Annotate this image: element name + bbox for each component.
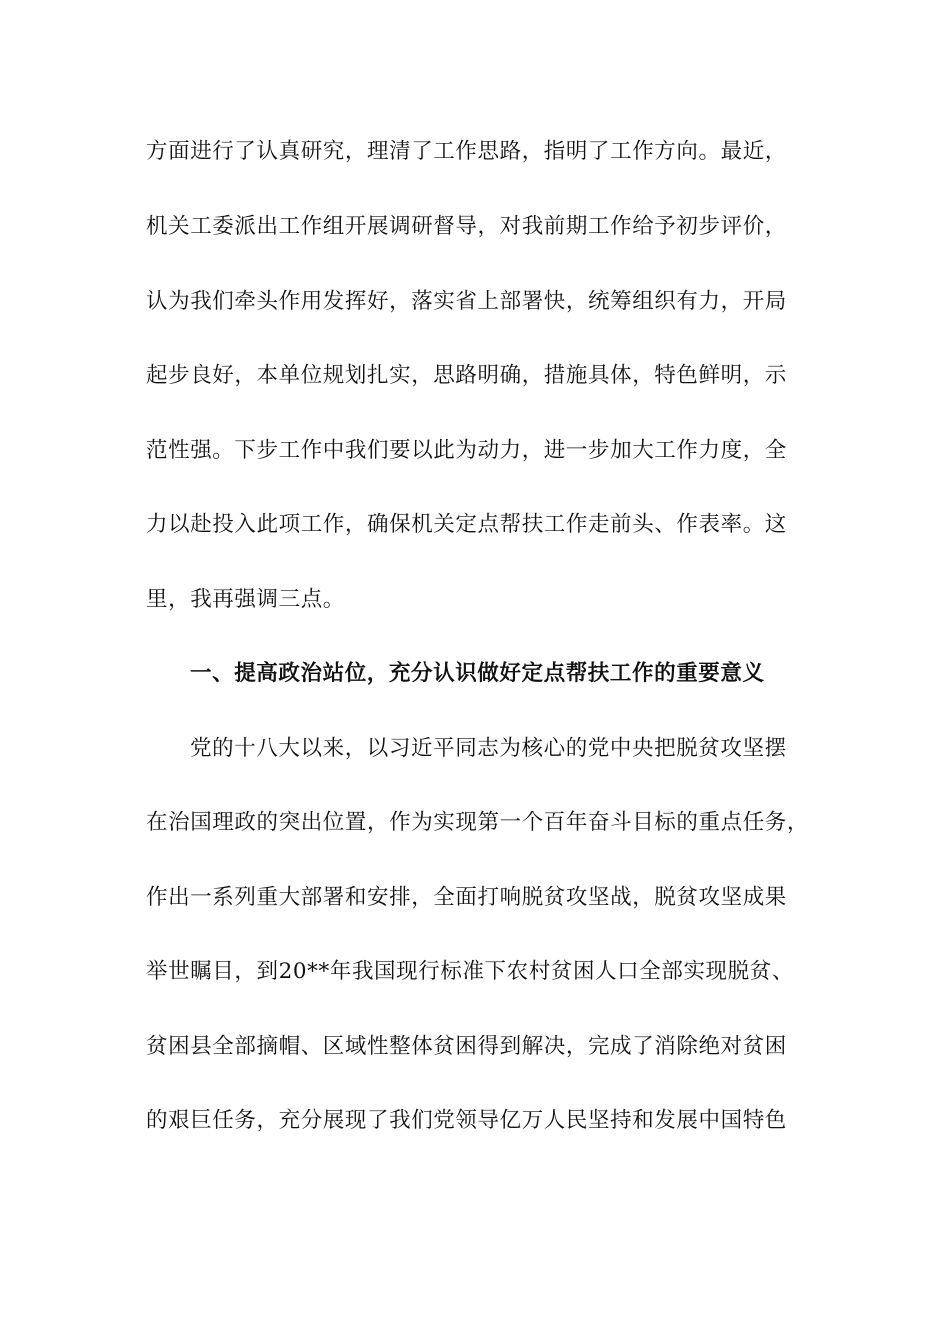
paragraph-line: 方面进行了认真研究，理清了工作思路，指明了工作方向。最近， <box>146 139 787 164</box>
paragraph-line: 在治国理政的突出位置，作为实现第一个百年奋斗目标的重点任务， <box>146 810 810 835</box>
paragraph-line: 举世瞩目，到20**年我国现行标准下农村贫困人口全部实现脱贫、 <box>146 959 794 984</box>
paragraph-line: 力以赴投入此项工作，确保机关定点帮扶工作走前头、作表率。这 <box>146 512 787 537</box>
paragraph-line: 的艰巨任务，充分展现了我们党领导亿万人民坚持和发展中国特色 <box>146 1108 787 1133</box>
paragraph-line: 作出一系列重大部署和安排，全面打响脱贫攻坚战，脱贫攻坚成果 <box>146 885 787 910</box>
paragraph-line: 认为我们牵头作用发挥好，落实省上部署快，统筹组织有力，开局 <box>146 289 787 314</box>
paragraph-line: 里，我再强调三点。 <box>146 587 345 612</box>
paragraph-line: 范性强。下步工作中我们要以此为动力，进一步加大工作力度，全 <box>146 438 787 463</box>
paragraph-line: 贫困县全部摘帽、区域性整体贫困得到解决，完成了消除绝对贫困 <box>146 1034 787 1059</box>
paragraph-line: 党的十八大以来，以习近平同志为核心的党中央把脱贫攻坚摆 <box>190 736 787 761</box>
paragraph-line: 起步良好，本单位规划扎实，思路明确，措施具体，特色鲜明，示 <box>146 363 787 388</box>
section-heading: 一、提高政治站位，充分认识做好定点帮扶工作的重要意义 <box>190 661 765 686</box>
paragraph-line: 机关工委派出工作组开展调研督导，对我前期工作给予初步评价， <box>146 214 787 239</box>
